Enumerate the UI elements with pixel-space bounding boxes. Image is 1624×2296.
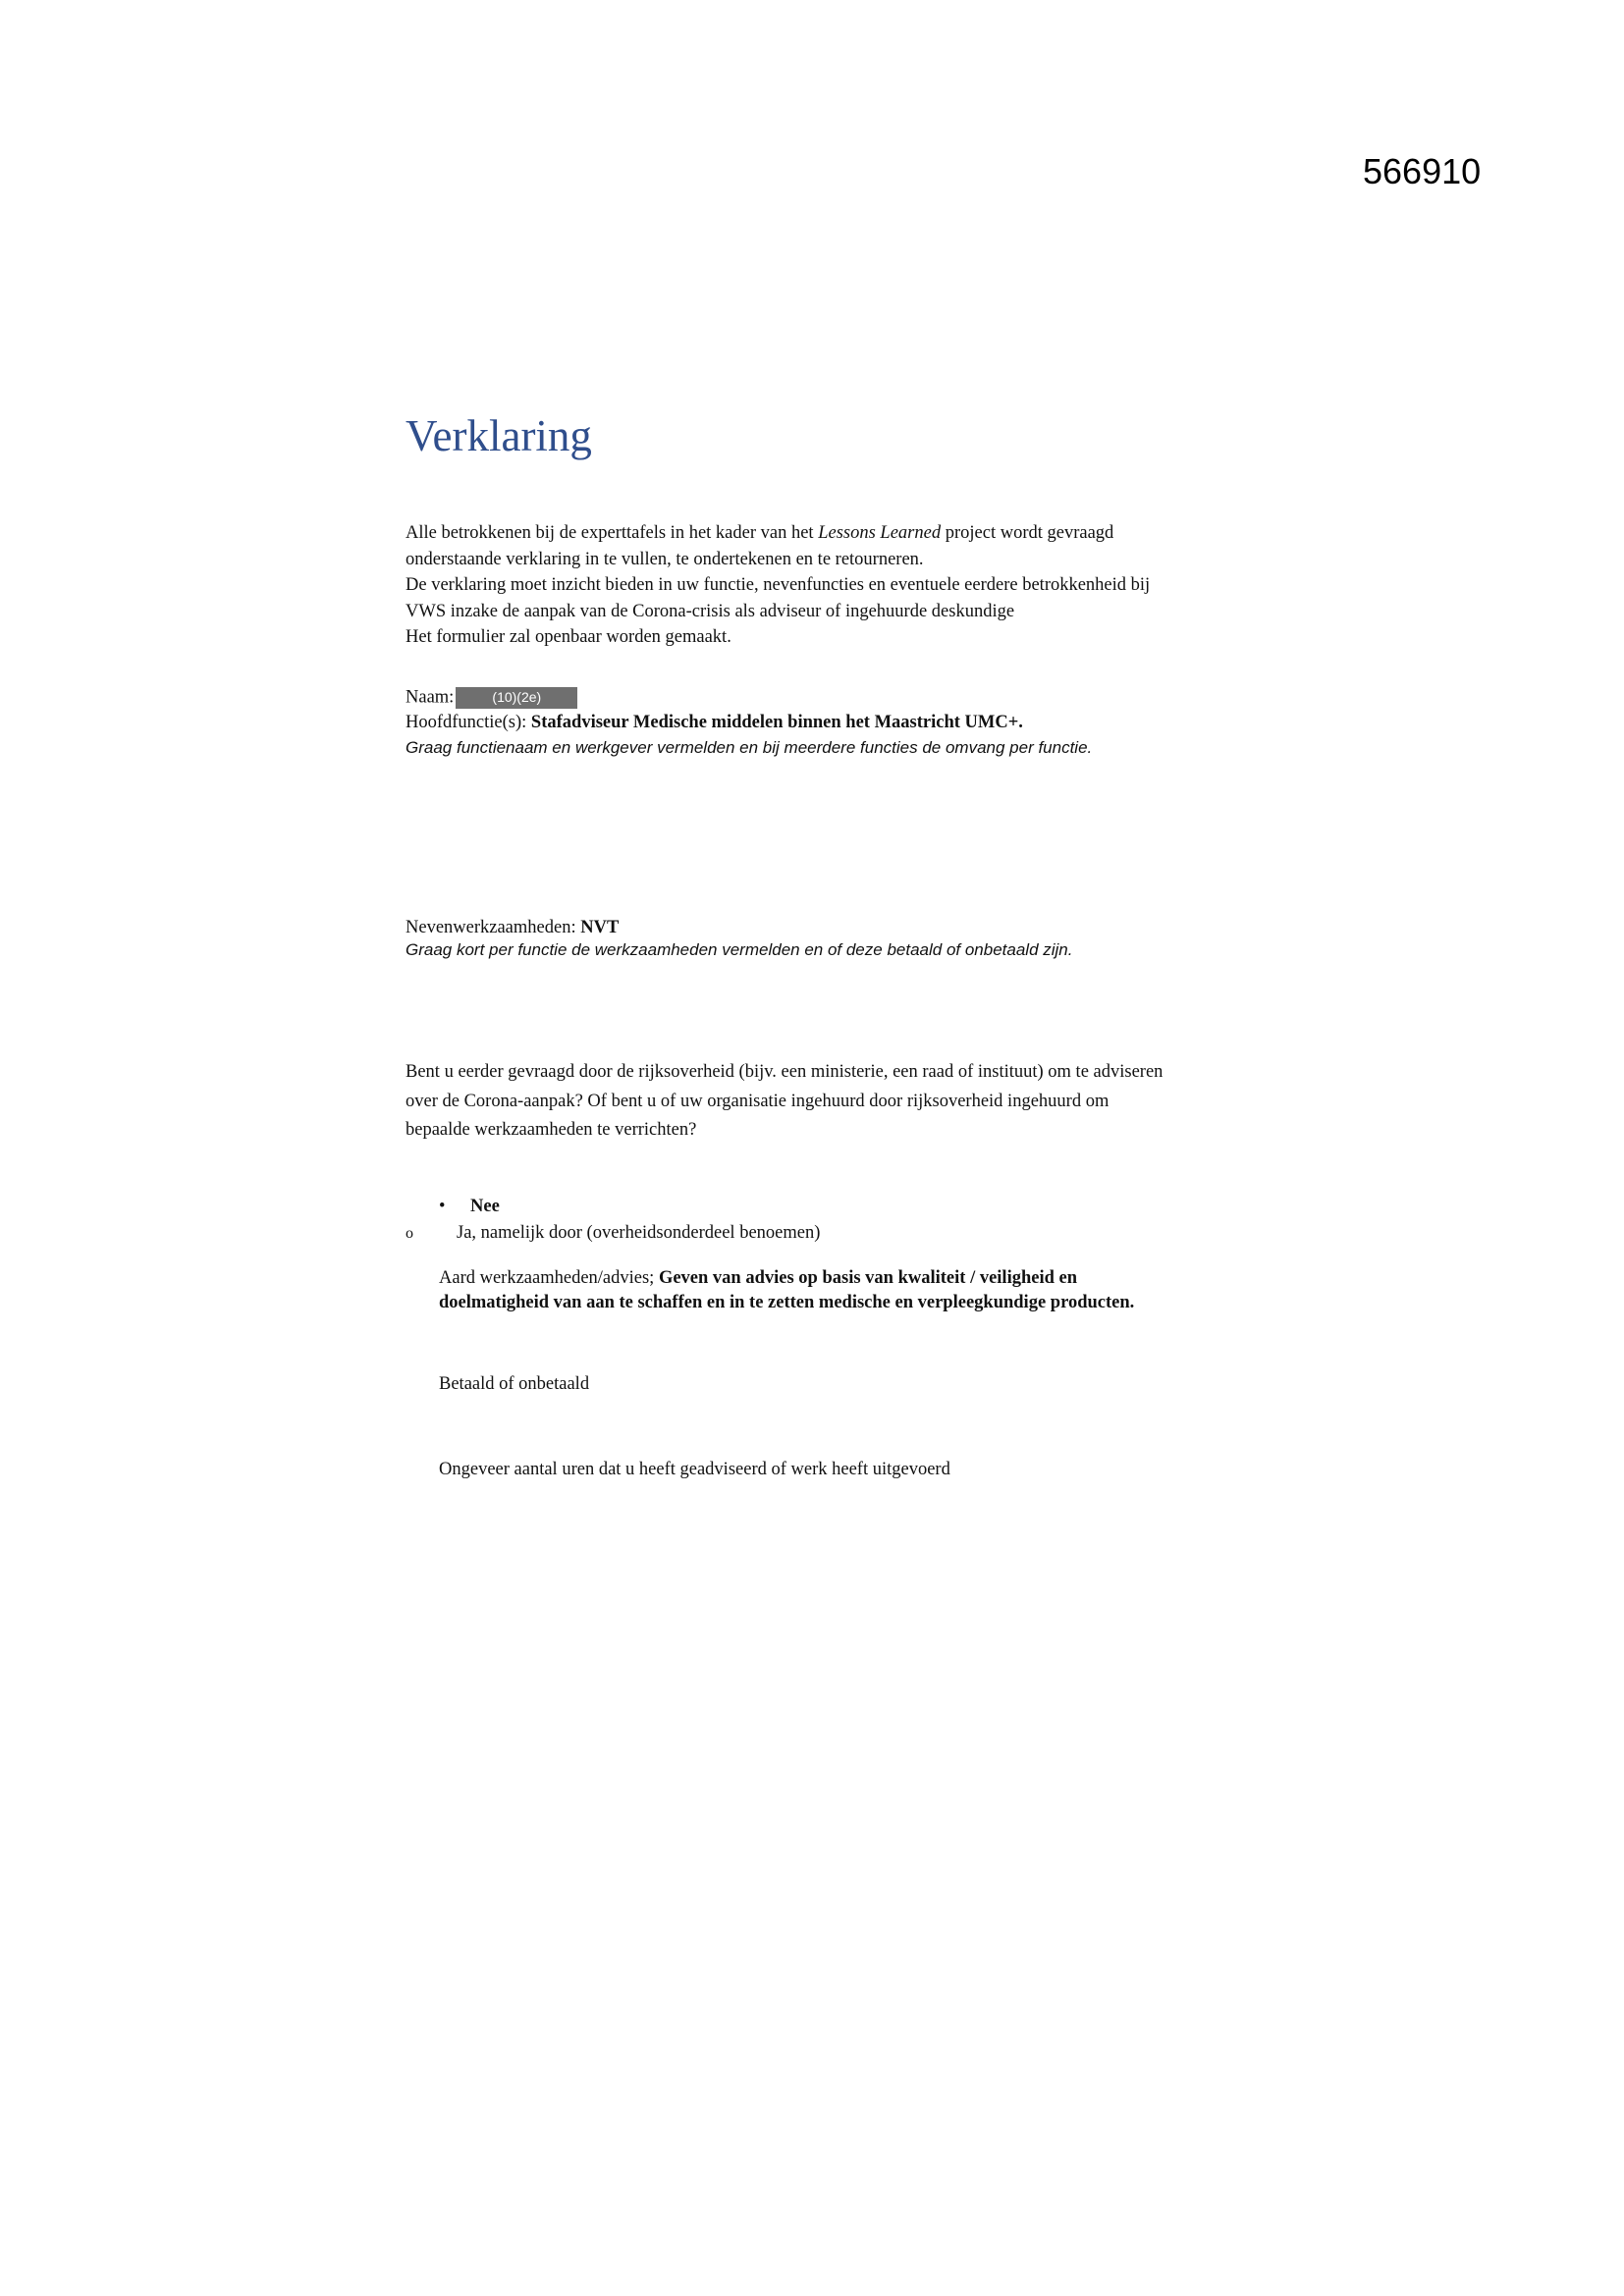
naam-row: [406, 687, 577, 709]
intro-line-2: onderstaande verklaring in te vullen, te ondertekenen en te retourneren.: [406, 549, 924, 569]
intro-line-5: Het formulier zal openbaar worden gemaakt.: [406, 627, 731, 647]
betaald-label: Betaald of onbetaald: [439, 1374, 590, 1394]
intro-line-1: [406, 520, 1150, 547]
intro-text: Alle betrokkenen bij de experttafels in het kader van het: [406, 523, 819, 543]
option-nee: [439, 1197, 500, 1217]
aard-block: [439, 1266, 1134, 1315]
hoofdfunctie-value: Stafadviseur Medische middelen binnen het Maastricht UMC+.: [530, 713, 1023, 732]
intro-text: project wordt gevraagd: [941, 523, 1114, 543]
question-paragraph: [406, 1058, 1163, 1146]
circle-bullet-icon: o: [406, 1225, 413, 1242]
uren-label: Ongeveer aantal uren dat u heeft geadviseerd of werk heeft uitgevoerd: [439, 1460, 950, 1479]
nevenwerkzaamheden-label: Nevenwerkzaamheden:: [406, 918, 581, 937]
aard-value-1: Geven van advies op basis van kwaliteit / veiligheid en: [658, 1268, 1078, 1288]
option-nee-label: Nee: [470, 1197, 500, 1216]
intro-line-3: De verklaring moet inzicht bieden in uw functie, nevenfuncties en eventuele eerdere betrokkenheid bij: [406, 575, 1151, 595]
aard-line-1: [439, 1266, 1134, 1291]
question-line-1: Bent u eerder gevraagd door de rijksoverheid (bijv. een ministerie, een raad of instituut) om te adviseren: [406, 1062, 1164, 1082]
nevenwerkzaamheden-instruction: Graag kort per functie de werkzaamheden vermelden en of deze betaald of onbetaald zijn.: [406, 940, 1073, 959]
aard-value-2: doelmatigheid van aan te schaffen en in te zetten medische en verpleegkundige producten.: [439, 1293, 1135, 1312]
question-line-2: over de Corona-aanpak? Of bent u of uw organisatie ingehuurd door rijksoverheid ingehuurd om: [406, 1091, 1110, 1111]
intro-paragraph: [406, 520, 1150, 651]
aard-label: Aard werkzaamheden/advies;: [439, 1268, 659, 1288]
hoofdfunctie-row: [406, 713, 1023, 733]
aard-line-2: [439, 1291, 1134, 1315]
naam-label: Naam:: [406, 687, 455, 708]
nevenwerkzaamheden-row: [406, 918, 619, 938]
option-ja: [406, 1223, 820, 1244]
hoofdfunctie-instruction: Graag functienaam en werkgever vermelden en bij meerdere functies de omvang per functie.: [406, 738, 1093, 757]
project-name: Lessons Learned: [818, 523, 942, 543]
redacted-name: (10)(2e): [456, 687, 577, 709]
page-title: Verklaring: [406, 411, 592, 460]
question-line-3: bepaalde werkzaamheden te verrichten?: [406, 1120, 697, 1140]
intro-line-4: VWS inzake de aanpak van de Corona-crisis als adviseur of ingehuurde deskundige: [406, 601, 1015, 621]
bullet-icon: •: [439, 1197, 446, 1216]
nevenwerkzaamheden-value: NVT: [580, 918, 620, 937]
document-number: 566910: [1363, 151, 1482, 191]
option-ja-label: Ja, namelijk door (overheidsonderdeel benoemen): [457, 1223, 821, 1243]
hoofdfunctie-label: Hoofdfunctie(s):: [406, 713, 531, 732]
